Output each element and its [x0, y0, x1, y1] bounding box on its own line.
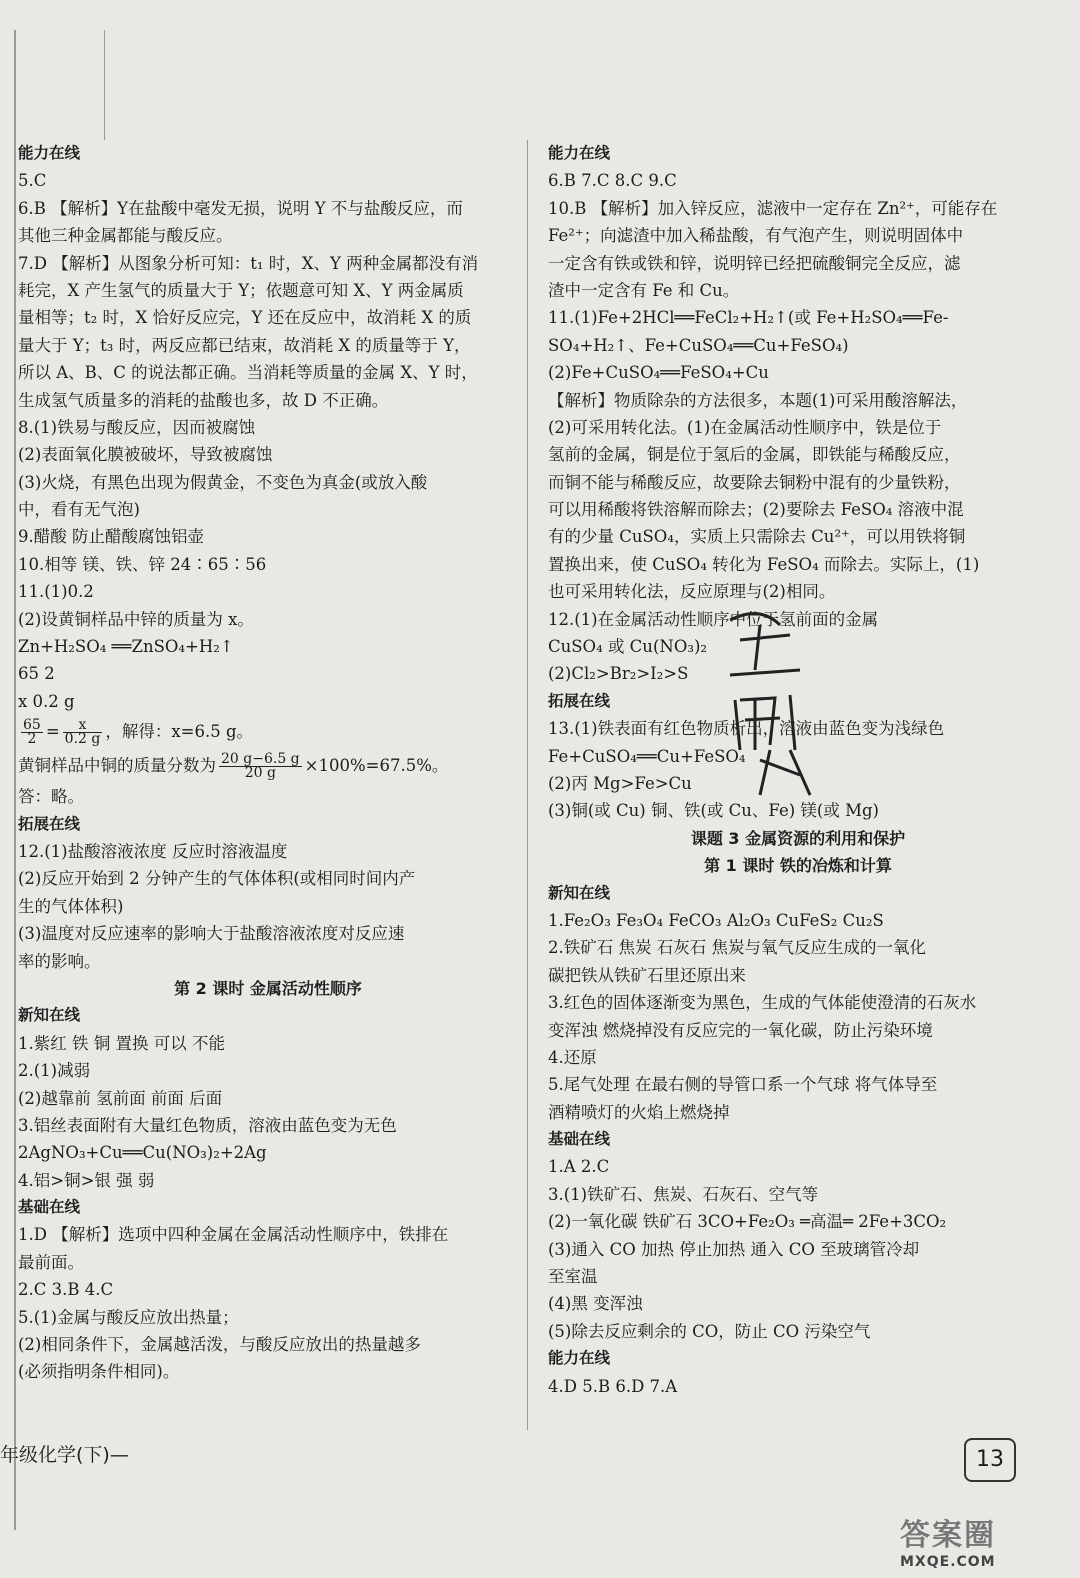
page-number: 13: [964, 1438, 1016, 1482]
answer-line: 5.(1)金属与酸反应放出热量；: [18, 1307, 239, 1327]
answer-line: 生成氢气质量多的消耗的盐酸也多，故 D 不正确。: [18, 390, 389, 410]
answer-line: 7.D 【解析】从图象分析可知：t₁ 时，X、Y 两种金属都没有消: [18, 253, 479, 273]
answer-line: (2)一氧化碳 铁矿石 3CO+Fe₂O₃ ═高温═ 2Fe+3CO₂: [548, 1212, 947, 1232]
answer-line: 1.D 【解析】选项中四种金属在金属活动性顺序中，铁排在: [18, 1225, 449, 1245]
lesson-title: 第 2 课时 金属活动性顺序: [174, 978, 362, 998]
watermark-url: MXQE.COM: [900, 1554, 996, 1570]
answer-line: (2)越靠前 氢前面 前面 后面: [18, 1088, 223, 1108]
answer-line: 2AgNO₃+Cu══Cu(NO₃)₂+2Ag: [18, 1143, 267, 1163]
fraction: $\frac{x}{0.2 g}$: [64, 717, 101, 748]
answer-line: 5.C: [18, 171, 47, 191]
answer-line: 一定含有铁或铁和锌，说明锌已经把硫酸铜完全反应，滤: [548, 253, 961, 273]
section-heading: 新知在线: [548, 883, 611, 902]
fraction: $\frac{20 g-6.5 g}{20 g}$: [221, 751, 300, 782]
answer-line: 变浑浊 燃烧掉没有反应完的一氧化碳，防止污染环境: [548, 1020, 933, 1040]
answer-line: 所以 A、B、C 的说法都正确。当消耗等质量的金属 X、Y 时，: [18, 363, 478, 383]
section-heading: 能力在线: [548, 144, 611, 162]
answer-line: (3)通入 CO 加热 停止加热 通入 CO 至玻璃管冷却: [548, 1239, 920, 1259]
answer-line: (3)铜(或 Cu) 铜、铁(或 Cu、Fe) 镁(或 Mg): [548, 801, 879, 821]
answer-line: (5)除去反应剩余的 CO，防止 CO 污染空气: [548, 1321, 871, 1341]
left-column: [18, 140, 518, 1386]
section-heading: 拓展在线: [18, 814, 81, 833]
answer-line: 8.(1)铁易与酸反应，因而被腐蚀: [18, 417, 256, 437]
section-heading: 新知在线: [18, 1006, 81, 1025]
answer-line: (3)温度对反应速率的影响大于盐酸溶液浓度对反应速: [18, 924, 405, 944]
answer-line: 酒精喷灯的火焰上燃烧掉: [548, 1102, 730, 1122]
answer-line: 4.铝>铜>银 强 弱: [18, 1170, 155, 1190]
answer-line: 2.(1)减弱: [18, 1061, 91, 1081]
answer-line: CuSO₄ 或 Cu(NO₃)₂: [548, 637, 708, 657]
answer-line: (2)相同条件下，金属越活泼，与酸反应放出的热量越多: [18, 1335, 421, 1355]
watermark-title: 答案圈: [900, 1518, 996, 1553]
answer-line: 11.(1)Fe+2HCl══FeCl₂+H₂↑(或 Fe+H₂SO₄══Fe-: [548, 308, 949, 328]
answer-line: 1.紫红 铁 铜 置换 可以 不能: [18, 1033, 225, 1053]
answer-line: 9.醋酸 防止醋酸腐蚀铝壶: [18, 527, 204, 547]
answer-line: 1.Fe₂O₃ Fe₃O₄ FeCO₃ Al₂O₃ CuFeS₂ Cu₂S: [548, 910, 884, 930]
answer-line: 1.A 2.C: [548, 1157, 610, 1177]
handwritten-stamp: [700, 600, 840, 800]
answer-line: (2)Fe+CuSO₄══FeSO₄+Cu: [548, 363, 769, 383]
answer-line: 生的气体体积): [18, 896, 124, 916]
answer-line: 置换出来，使 CuSO₄ 转化为 FeSO₄ 而除去。实际上，(1): [548, 554, 980, 574]
watermark-logo: [900, 1510, 1075, 1570]
answer-line: 3.(1)铁矿石、焦炭、石灰石、空气等: [548, 1184, 819, 1204]
binding-line: [104, 30, 105, 140]
column-divider: [527, 140, 528, 1430]
left-margin-line: [14, 30, 16, 1530]
answer-line: 13.(1)铁表面有红色物质析出，溶液由蓝色变为浅绿色: [548, 719, 945, 739]
answer-line: 耗完，X 产生氢气的质量大于 Y；依题意可知 X、Y 两金属质: [18, 280, 464, 300]
answer-line: 量大于 Y；t₃ 时，两反应都已结束，故消耗 X 的质量等于 Y，: [18, 335, 471, 355]
answer-line: 2.铁矿石 焦炭 石灰石 焦炭与氧气反应生成的一氧化: [548, 938, 926, 958]
answer-line: 6.B 【解析】Y在盐酸中毫发无损，说明 Y 不与盐酸反应，而: [18, 198, 463, 218]
answer-line: 3.铝丝表面附有大量红色物质，溶液由蓝色变为无色: [18, 1115, 397, 1135]
answer-line: 中，看有无气泡): [18, 500, 140, 520]
answer-line: 10.B 【解析】加入锌反应，滤液中一定存在 Zn²⁺，可能存在: [548, 198, 998, 218]
answer-line: 最前面。: [18, 1252, 84, 1272]
mass-fraction-line: 黄铜样品中铜的质量分数为 $\frac{20 g-6.5 g}{20 g}$ ×100%=67.5%。: [18, 751, 449, 782]
answer-line: Fe²⁺；向滤渣中加入稀盐酸，有气泡产生，则说明固体中: [548, 226, 964, 246]
answer-line: (3)火烧，有黑色出现为假黄金，不变色为真金(或放入酸: [18, 472, 428, 492]
answer-line: 渣中一定含有 Fe 和 Cu。: [548, 280, 740, 300]
answer-line: 5.尾气处理 在最右侧的导管口系一个气球 将气体导至: [548, 1075, 938, 1095]
answer-line: 4.D 5.B 6.D 7.A: [548, 1376, 678, 1396]
answer-line: (2)设黄铜样品中锌的质量为 x。: [18, 609, 254, 629]
answer-line: 有的少量 CuSO₄，实质上只需除去 Cu²⁺，可以用铁将铜: [548, 527, 966, 547]
answer-line: (2)反应开始到 2 分钟产生的气体体积(或相同时间内产: [18, 869, 416, 889]
fraction-equation: $\frac{65}{2}$ = $\frac{x}{0.2 g}$ ，解得：x=6.5 g。: [23, 717, 254, 748]
answer-line: 答：略。: [18, 787, 84, 807]
footer-subject: 年级化学(下)—: [0, 1444, 129, 1466]
answer-line: 10.相等 镁、铁、锌 24∶65∶56: [18, 554, 267, 574]
answer-line: 4.还原: [548, 1047, 597, 1067]
section-heading: 能力在线: [18, 144, 81, 162]
section-heading: 拓展在线: [548, 691, 611, 710]
answer-line: x 0.2 g: [18, 691, 75, 711]
answer-line: (2)丙 Mg>Fe>Cu: [548, 773, 692, 793]
answer-line: 可以用稀酸将铁溶解而除去；(2)要除去 FeSO₄ 溶液中混: [548, 500, 964, 520]
section-heading: 能力在线: [548, 1349, 611, 1368]
answer-line: (2)可采用转化法。(1)在金属活动性顺序中，铁是位于: [548, 417, 942, 437]
answer-line: 12.(1)在金属活动性顺序中位于氢前面的金属: [548, 609, 879, 629]
answer-line: 【解析】物质除杂的方法很多，本题(1)可采用酸溶解法，: [548, 390, 968, 410]
answer-line: 2.C 3.B 4.C: [18, 1280, 114, 1300]
answer-line: Fe+CuSO₄══Cu+FeSO₄: [548, 746, 746, 766]
answer-line: (2)Cl₂>Br₂>I₂>S: [548, 664, 689, 684]
answer-line: 也可采用转化法，反应原理与(2)相同。: [548, 582, 836, 602]
lesson-title: 第 1 课时 铁的冶炼和计算: [704, 856, 892, 876]
answer-line: 氢前的金属，铜是位于氢后的金属，即铁能与稀酸反应，: [548, 445, 961, 465]
section-heading: 基础在线: [18, 1198, 81, 1217]
answer-line: 率的影响。: [18, 951, 101, 971]
answer-line: 至室温: [548, 1267, 598, 1287]
answer-line: 其他三种金属都能与酸反应。: [18, 226, 233, 246]
answer-line: 3.红色的固体逐渐变为黑色，生成的气体能使澄清的石灰水: [548, 993, 977, 1013]
answer-line: Zn+H₂SO₄ ══ZnSO₄+H₂↑: [18, 637, 234, 657]
answer-line: 而铜不能与稀酸反应，故要除去铜粉中混有的少量铁粉，: [548, 472, 961, 492]
answer-line: 11.(1)0.2: [18, 582, 94, 602]
section-heading: 基础在线: [548, 1130, 611, 1149]
answer-line: 量相等；t₂ 时，X 恰好反应完，Y 还在反应中，故消耗 X 的质: [18, 308, 472, 328]
answer-line: SO₄+H₂↑、Fe+CuSO₄══Cu+FeSO₄): [548, 335, 849, 355]
fraction: $\frac{65}{2}$: [23, 717, 41, 748]
answer-line: (2)表面氧化膜被破坏，导致被腐蚀: [18, 445, 273, 465]
answer-line: 12.(1)盐酸溶液浓度 反应时溶液温度: [18, 841, 288, 861]
answer-line: 6.B 7.C 8.C 9.C: [548, 171, 677, 191]
answer-line: (必须指明条件相同)。: [18, 1362, 180, 1382]
lesson-title: 课题 3 金属资源的利用和保护: [690, 828, 906, 848]
answer-line: 碳把铁从铁矿石里还原出来: [548, 965, 746, 985]
answer-line: 65 2: [18, 664, 55, 684]
answer-line: (4)黑 变浑浊: [548, 1294, 643, 1314]
